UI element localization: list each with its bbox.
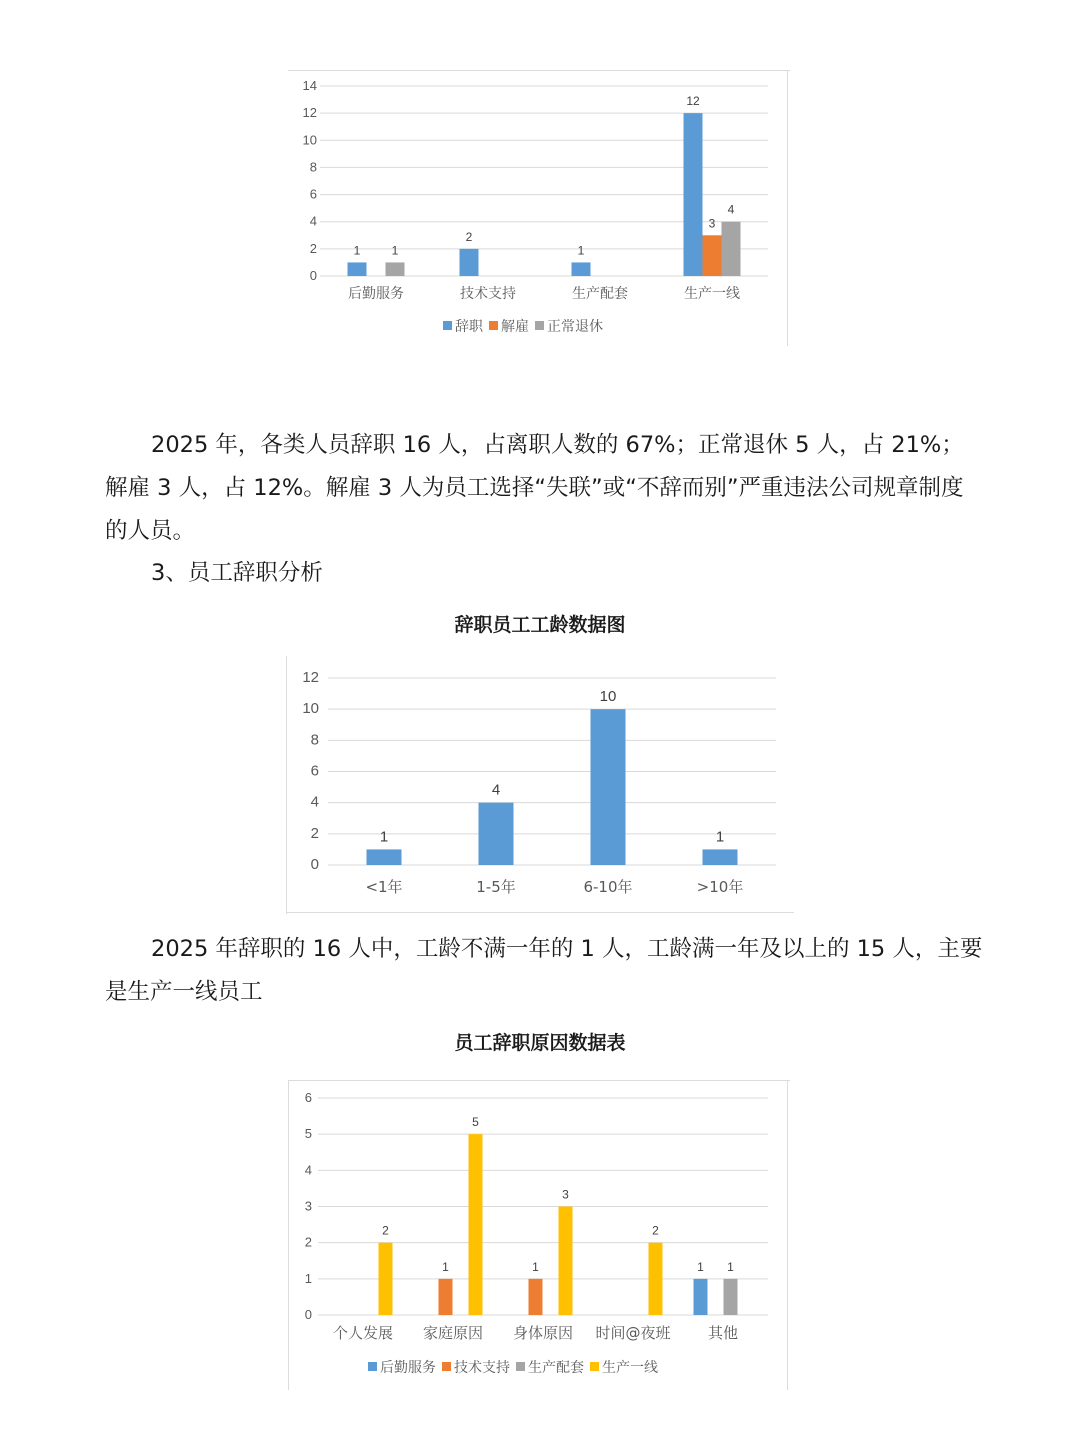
- y-tick-label: 2: [310, 824, 319, 842]
- y-tick-label: 4: [310, 793, 319, 811]
- y-tick-label: 5: [304, 1126, 312, 1142]
- legend-swatch: [489, 321, 498, 330]
- legend-item: [443, 316, 483, 336]
- bar-value-label: 5: [472, 1115, 479, 1130]
- x-category-label: 技术支持: [460, 286, 516, 302]
- legend-item: [516, 1357, 584, 1377]
- chart-resignation-reasons: [288, 1080, 790, 1390]
- y-tick-label: 4: [304, 1162, 312, 1178]
- bar: [722, 222, 741, 276]
- y-tick-label: 0: [310, 856, 319, 873]
- bar: [529, 1279, 543, 1315]
- chart-resignation-tenure: [286, 656, 794, 914]
- y-tick-label: 6: [304, 1090, 312, 1105]
- x-category-label: 时间@夜班: [595, 1324, 671, 1342]
- legend-swatch: [535, 321, 544, 330]
- bar: [684, 113, 703, 276]
- legend-label: 辞职: [455, 319, 483, 335]
- section-heading-resignation-analysis: 3、员工辞职分析: [151, 560, 323, 586]
- paragraph-tenure-summary: 2025 年辞职的 16 人中，工龄不满一年的 1 人，工龄满一年及以上的 15 人，主要是生产一线员工: [105, 936, 983, 1005]
- bar-value-label: 10: [599, 688, 617, 706]
- x-category-label: 生产配套: [572, 286, 628, 302]
- bar: [469, 1134, 483, 1315]
- y-tick-label: 3: [304, 1198, 312, 1214]
- bar-value-label: 3: [708, 216, 716, 231]
- legend-item: [590, 1357, 658, 1377]
- paragraph-departure-summary: 2025 年，各类人员辞职 16 人，占离职人数的 67%；正常退休 5 人，占 21%；解雇 3 人，占 12%。解雇 3 人为员工选择“失联”或“不辞而别”严重违法公司规章制度的人员。: [105, 432, 964, 544]
- chart-departure-by-department: [288, 70, 790, 346]
- legend-item: [442, 1357, 510, 1377]
- x-category-label: <1年: [365, 878, 403, 896]
- y-tick-label: 1: [304, 1270, 312, 1286]
- bar-value-label: 1: [353, 243, 361, 258]
- legend-label: 技术支持: [454, 1360, 510, 1376]
- x-category-label: 后勤服务: [348, 286, 404, 302]
- bar: [460, 249, 479, 276]
- legend-swatch: [442, 1362, 451, 1371]
- bar-value-label: 2: [465, 229, 473, 244]
- chart-3-title: 员工辞职原因数据表: [454, 1032, 626, 1054]
- bar: [559, 1207, 573, 1316]
- chart-3-plot: [288, 1080, 790, 1390]
- bar-value-label: 4: [491, 781, 501, 799]
- x-category-label: 家庭原因: [422, 1324, 484, 1342]
- legend-swatch: [516, 1362, 525, 1371]
- bar: [367, 849, 402, 865]
- legend-label: 生产配套: [528, 1360, 584, 1376]
- bar: [439, 1279, 453, 1315]
- legend-item: [368, 1357, 436, 1377]
- legend-swatch: [368, 1362, 377, 1371]
- bar: [572, 262, 591, 276]
- y-tick-label: 12: [302, 105, 317, 121]
- bar: [479, 803, 514, 865]
- chart-3-legend: [368, 1357, 664, 1377]
- x-category-label: 生产一线: [684, 286, 740, 302]
- bar: [348, 262, 367, 276]
- x-category-label: >10年: [696, 878, 744, 896]
- y-tick-label: 8: [310, 731, 319, 749]
- legend-swatch: [443, 321, 452, 330]
- x-category-label: 6-10年: [583, 878, 633, 896]
- bar: [386, 262, 405, 276]
- bar-value-label: 2: [652, 1223, 659, 1238]
- y-tick-label: 6: [310, 762, 319, 780]
- legend-label: 生产一线: [602, 1360, 658, 1376]
- y-tick-label: 10: [302, 132, 317, 148]
- y-tick-label: 2: [304, 1234, 312, 1250]
- y-tick-label: 4: [309, 213, 317, 229]
- y-tick-label: 0: [304, 1307, 312, 1322]
- chart-2-title: 辞职员工工龄数据图: [454, 614, 626, 636]
- y-tick-label: 2: [309, 240, 317, 256]
- bar-value-label: 2: [382, 1223, 389, 1238]
- legend-swatch: [590, 1362, 599, 1371]
- bar: [694, 1279, 708, 1315]
- bar-value-label: 1: [391, 243, 399, 258]
- y-tick-label: 0: [309, 268, 317, 283]
- y-tick-label: 8: [309, 159, 317, 175]
- bar-value-label: 1: [715, 828, 725, 846]
- chart-2-plot: [286, 656, 794, 914]
- bar-value-label: 3: [562, 1187, 569, 1202]
- y-tick-label: 14: [302, 78, 317, 93]
- x-category-label: 其他: [707, 1324, 739, 1342]
- bar-value-label: 4: [727, 202, 735, 217]
- y-tick-label: 12: [302, 669, 319, 686]
- x-category-label: 个人发展: [332, 1324, 394, 1342]
- legend-label: 解雇: [501, 319, 529, 335]
- bar: [724, 1279, 738, 1315]
- bar-value-label: 12: [686, 94, 700, 109]
- bar: [379, 1243, 393, 1315]
- bar-value-label: 1: [577, 243, 585, 258]
- bar-value-label: 1: [532, 1259, 539, 1274]
- bar-value-label: 1: [697, 1259, 704, 1274]
- bar-value-label: 1: [379, 828, 389, 846]
- chart-1-plot: [288, 70, 790, 346]
- bar: [591, 709, 626, 865]
- legend-label: 正常退休: [547, 319, 603, 335]
- bar: [649, 1243, 663, 1315]
- x-category-label: 1-5年: [476, 878, 516, 896]
- y-tick-label: 10: [302, 700, 319, 718]
- bar: [703, 235, 722, 276]
- x-category-label: 身体原因: [512, 1324, 574, 1342]
- chart-1-legend: [443, 316, 609, 336]
- legend-item: [489, 316, 529, 336]
- bar-value-label: 1: [727, 1259, 734, 1274]
- bar: [703, 849, 738, 865]
- legend-label: 后勤服务: [380, 1360, 436, 1376]
- legend-item: [535, 316, 603, 336]
- bar-value-label: 1: [442, 1259, 449, 1274]
- y-tick-label: 6: [309, 186, 317, 202]
